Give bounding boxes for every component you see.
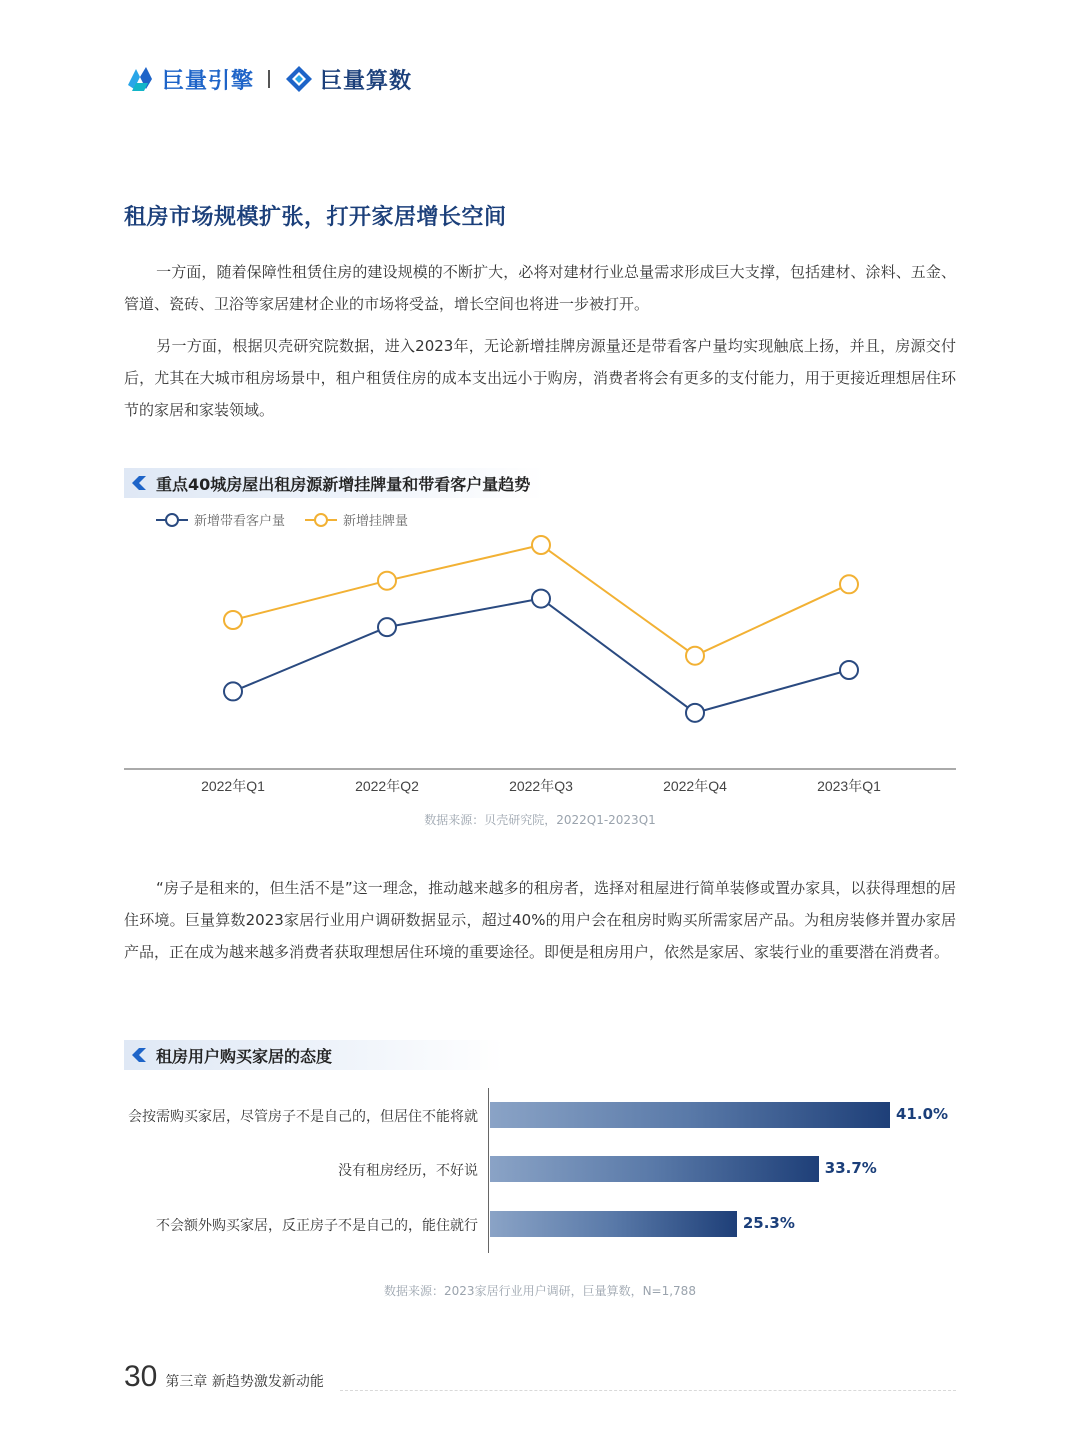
paragraph-3: “房子是租来的，但生活不是”这一理念，推动越来越多的租房者，选择对租屋进行简单装修或置办家具，以获得理想的居住环境。巨量算数2023家居行业用户调研数据显示，超过40%的用户会在租房时购买所需家居产品。为租房装修并置办家居产品，正在成为越来越多消费者获取理想居住环境的重要途径。即便是租房用户，依然是家居、家装行业的重要潜在消费者。 — [124, 879, 956, 961]
section-title: 租房市场规模扩张，打开家居增长空间 — [124, 205, 507, 230]
x-tick-label: 2023年Q1 — [817, 778, 881, 794]
series-point — [686, 647, 704, 665]
chart1-title: 重点40城房屋出租房源新增挂牌量和带看客户量趋势 — [156, 474, 531, 494]
series-point — [532, 590, 550, 608]
brand-juliang-yinqing — [124, 63, 254, 95]
chapter-title: 第三章 新趋势激发新动能 — [165, 1374, 324, 1390]
header-separator — [268, 70, 270, 88]
chart1-source: 数据来源：贝壳研究院，2022Q1-2023Q1 — [424, 813, 656, 827]
series-point — [532, 536, 550, 554]
bar — [490, 1211, 737, 1237]
series-line-0 — [233, 599, 849, 713]
series-point — [224, 682, 242, 700]
bar-value-label: 25.3% — [742, 1214, 795, 1232]
bar-value-label: 33.7% — [824, 1159, 877, 1177]
juliang-yinqing-logo-icon — [124, 63, 156, 95]
x-tick-label: 2022年Q3 — [509, 778, 573, 794]
footer — [124, 1360, 324, 1394]
brand2-text: 巨量算数 — [320, 68, 413, 94]
series-point — [378, 572, 396, 590]
paragraph-1: 一方面，随着保障性租赁住房的建设规模的不断扩大，必将对建材行业总量需求形成巨大支撑，包括建材、涂料、五金、管道、瓷砖、卫浴等家居建材企业的市场将受益，增长空间也将进一步被打开。 — [124, 263, 956, 313]
chart2-source: 数据来源：2023家居行业用户调研，巨量算数，N=1,788 — [384, 1284, 696, 1298]
line-chart — [0, 520, 1080, 820]
header — [124, 58, 412, 100]
bar-value-label: 41.0% — [896, 1105, 949, 1123]
bar — [490, 1102, 890, 1128]
chart2-title: 租房用户购买家居的态度 — [156, 1046, 333, 1066]
page-number: 30 — [124, 1360, 158, 1393]
section-marker-icon — [128, 1044, 150, 1066]
brand1-text: 巨量引擎 — [162, 68, 255, 94]
series-point — [378, 618, 396, 636]
paragraph-2: 另一方面，根据贝壳研究院数据，进入2023年，无论新增挂牌房源量还是带看客户量均实现触底上扬，并且，房源交付后，尤其在大城市租房场景中，租户租赁住房的成本支出远小于购房，消费者将会有更多的支付能力，用于更接近理想居住环节的家居和家装领域。 — [124, 337, 956, 419]
section-marker-icon — [128, 472, 150, 494]
bar-label: 没有租房经历，不好说 — [338, 1163, 478, 1179]
bar-label: 不会额外购买家居，反正房子不是自己的，能住就行 — [156, 1218, 478, 1234]
legend-label-listings: 新增挂牌量 — [343, 514, 409, 529]
series-point — [686, 704, 704, 722]
footer-divider — [340, 1390, 956, 1391]
series-point — [840, 575, 858, 593]
chart1-title-bar — [124, 468, 544, 498]
x-tick-label: 2022年Q4 — [663, 778, 727, 794]
x-tick-label: 2022年Q2 — [355, 778, 419, 794]
bar — [490, 1156, 819, 1182]
chart2-title-bar — [124, 1040, 504, 1070]
brand-juliang-suanshu — [284, 64, 412, 95]
x-tick-label: 2022年Q1 — [201, 778, 265, 794]
bar-chart-axis — [488, 1088, 489, 1253]
series-point — [224, 611, 242, 629]
legend-label-visits: 新增带看客户量 — [194, 514, 286, 529]
series-point — [840, 661, 858, 679]
juliang-suanshu-logo-icon — [284, 64, 314, 94]
bar-label: 会按需购买家居，尽管房子不是自己的，但居住不能将就 — [128, 1109, 478, 1125]
